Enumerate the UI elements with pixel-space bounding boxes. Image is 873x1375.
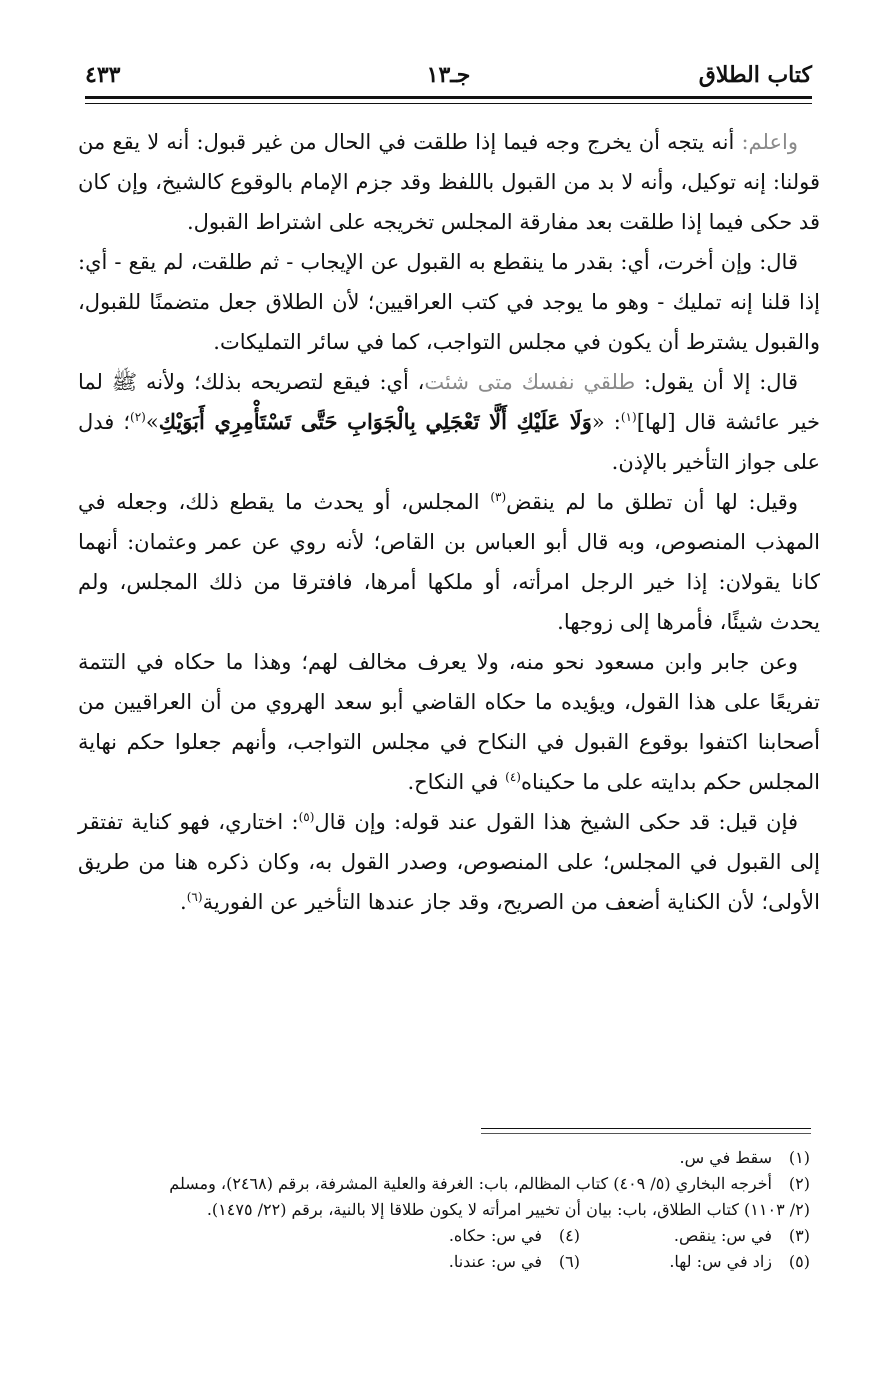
paragraph-lead: واعلم:: [741, 130, 798, 154]
footnote-ref: (٥): [298, 810, 315, 824]
footnote-text: زاد في س: لها.: [669, 1252, 772, 1271]
footnote-row: [70, 1249, 810, 1275]
paragraph-3: [78, 362, 820, 482]
footnote-number: (٤): [558, 1226, 580, 1245]
paragraph-text: ؛ فدل على جواز التأخير بالإذن.: [78, 410, 820, 474]
paragraph-text: وقيل: لها أن تطلق ما لم ينقض: [506, 490, 798, 514]
footnote-text: سقط في س.: [679, 1148, 772, 1167]
footnote-number: (١): [788, 1148, 810, 1167]
header-rule-thick: [85, 96, 812, 99]
paragraph-2: [78, 242, 820, 362]
footnote-4: [350, 1223, 580, 1249]
footnote-3: [580, 1223, 810, 1249]
footnote-5: [580, 1249, 810, 1275]
footnote-ref: (١): [620, 410, 637, 424]
volume-number: جـ١٣: [426, 62, 471, 88]
footnote-separator: [481, 1128, 811, 1129]
paragraph-text: : اختاري، فهو كناية تفتقر إلى القبول في المجلس؛ على المنصوص، وصدر القول به، وكان ذكره هنا من طريق الأولى؛ لأن الكناية أضعف من الصريح، وقد جاز عندها التأخير عن الفورية: [78, 810, 820, 914]
footnote-text: أخرجه البخاري (٥/ ٤٠٩) كتاب المظالم، باب: الغرفة والعلية المشرفة، برقم (٢٤٦٨)، ومسلم: [169, 1174, 772, 1193]
footnote-6: [350, 1249, 580, 1275]
paragraph-text: في النكاح.: [407, 770, 506, 794]
footnote-2-continuation: [70, 1197, 810, 1223]
footnote-text: في س: عندنا.: [448, 1252, 542, 1271]
footnote-row: [70, 1223, 810, 1249]
paragraph-text: المجلس، أو يحدث ما يقطع ذلك، وجعله في المهذب المنصوص، وبه قال أبو العباس بن القاص؛ لأنه روي عن عمر وعثمان: أنهما كانا يقولان: إذا خير الرجل امرأته، أو ملكها أمرها، فافترقا من ذلك المجلس، ولم يحدث شيئًا، فأمرها إلى زوجها.: [78, 490, 820, 634]
main-text: [78, 122, 820, 922]
running-header: [85, 62, 812, 96]
footnote-ref: (٦): [186, 890, 203, 904]
footnote-text: في س: حكاه.: [448, 1226, 542, 1245]
paragraph-text: ، أي: فيقع لتصريحه بذلك؛ ولأنه ﷺ لما خير عائشة قال [لها]: [78, 370, 820, 434]
paragraph-text: : «: [591, 410, 621, 434]
hadith-quote: وَلَا عَلَيْكِ أَلَّا تَعْجَلِي بِالْجَوَابِ حَتَّى تَسْتَأْمِرِي أَبَوَيْكِ: [158, 409, 592, 434]
header-rule-thin: [85, 103, 812, 104]
paragraph-text: .: [180, 890, 187, 914]
quoted-formula: طلقي نفسك متى شئت: [424, 370, 645, 394]
footnote-separator-thin: [481, 1133, 811, 1134]
paragraph-5: [78, 642, 820, 802]
paragraph-text: فإن قيل: قد حكى الشيخ هذا القول عند قوله: وإن قال: [314, 810, 798, 834]
footnote-ref: (٤): [505, 770, 521, 784]
footnote-text: في س: ينقص.: [673, 1226, 772, 1245]
paragraph-text: قال: وإن أخرت، أي: بقدر ما ينقطع به القبول عن الإيجاب - ثم طلقت، لم يقع - أي: إذا قلنا إنه تمليك - وهو ما يوجد في كتب العراقيين؛ لأن الطلاق جعل متضمنًا للقبول، والقبول يشترط أن يكون في مجلس التواجب، كما في سائر التمليكات.: [78, 250, 820, 354]
paragraph-6: [78, 802, 820, 922]
footnote-ref: (٢): [130, 410, 146, 424]
footnote-ref: (٣): [490, 490, 507, 504]
paragraph-4: [78, 482, 820, 642]
footnote-1: [70, 1145, 810, 1171]
footnote-number: (٣): [788, 1226, 810, 1245]
footnote-number: (٢): [788, 1174, 810, 1193]
footnote-number: (٦): [558, 1252, 580, 1271]
paragraph-text: وعن جابر وابن مسعود نحو منه، ولا يعرف مخالف لهم؛ وهذا ما حكاه في التتمة تفريعًا على هذا القول، ويؤيده ما حكاه القاضي أبو سعد الهروي من أن العراقيين من أصحابنا اكتفوا بوقوع القبول في النكاح في مجلس التواجب، وأنهم جعلوا حكم نهاية المجلس حكم بدايته على ما حكيناه: [78, 650, 820, 794]
paragraph-text: »: [145, 410, 159, 434]
paragraph-text: قال: إلا أن يقول:: [644, 370, 798, 394]
footnote-2: [70, 1171, 810, 1197]
paragraph-1: [78, 122, 820, 242]
paragraph-text: أنه يتجه أن يخرج وجه فيما إذا طلقت في الحال من غير قبول: أنه لا يقع من قولنا: إنه توكيل، وأنه لا بد من القبول باللفظ وقد جزم الإمام بالوقوع كالشيخ، وإن كان قد حكى فيما إذا طلقت بعد مفارقة المجلس تخريجه على اشتراط القبول.: [78, 130, 820, 234]
footnotes: [70, 1145, 810, 1275]
book-title: كتاب الطلاق: [698, 62, 812, 88]
footnote-text: (٢/ ١١٠٣) كتاب الطلاق، باب: بيان أن تخيير امرأته لا يكون طلاقا إلا بالنية، برقم (٢٢/ ١٤٧٥).: [206, 1200, 810, 1219]
page-number: ٤٣٣: [85, 62, 121, 88]
footnote-number: (٥): [788, 1252, 810, 1271]
